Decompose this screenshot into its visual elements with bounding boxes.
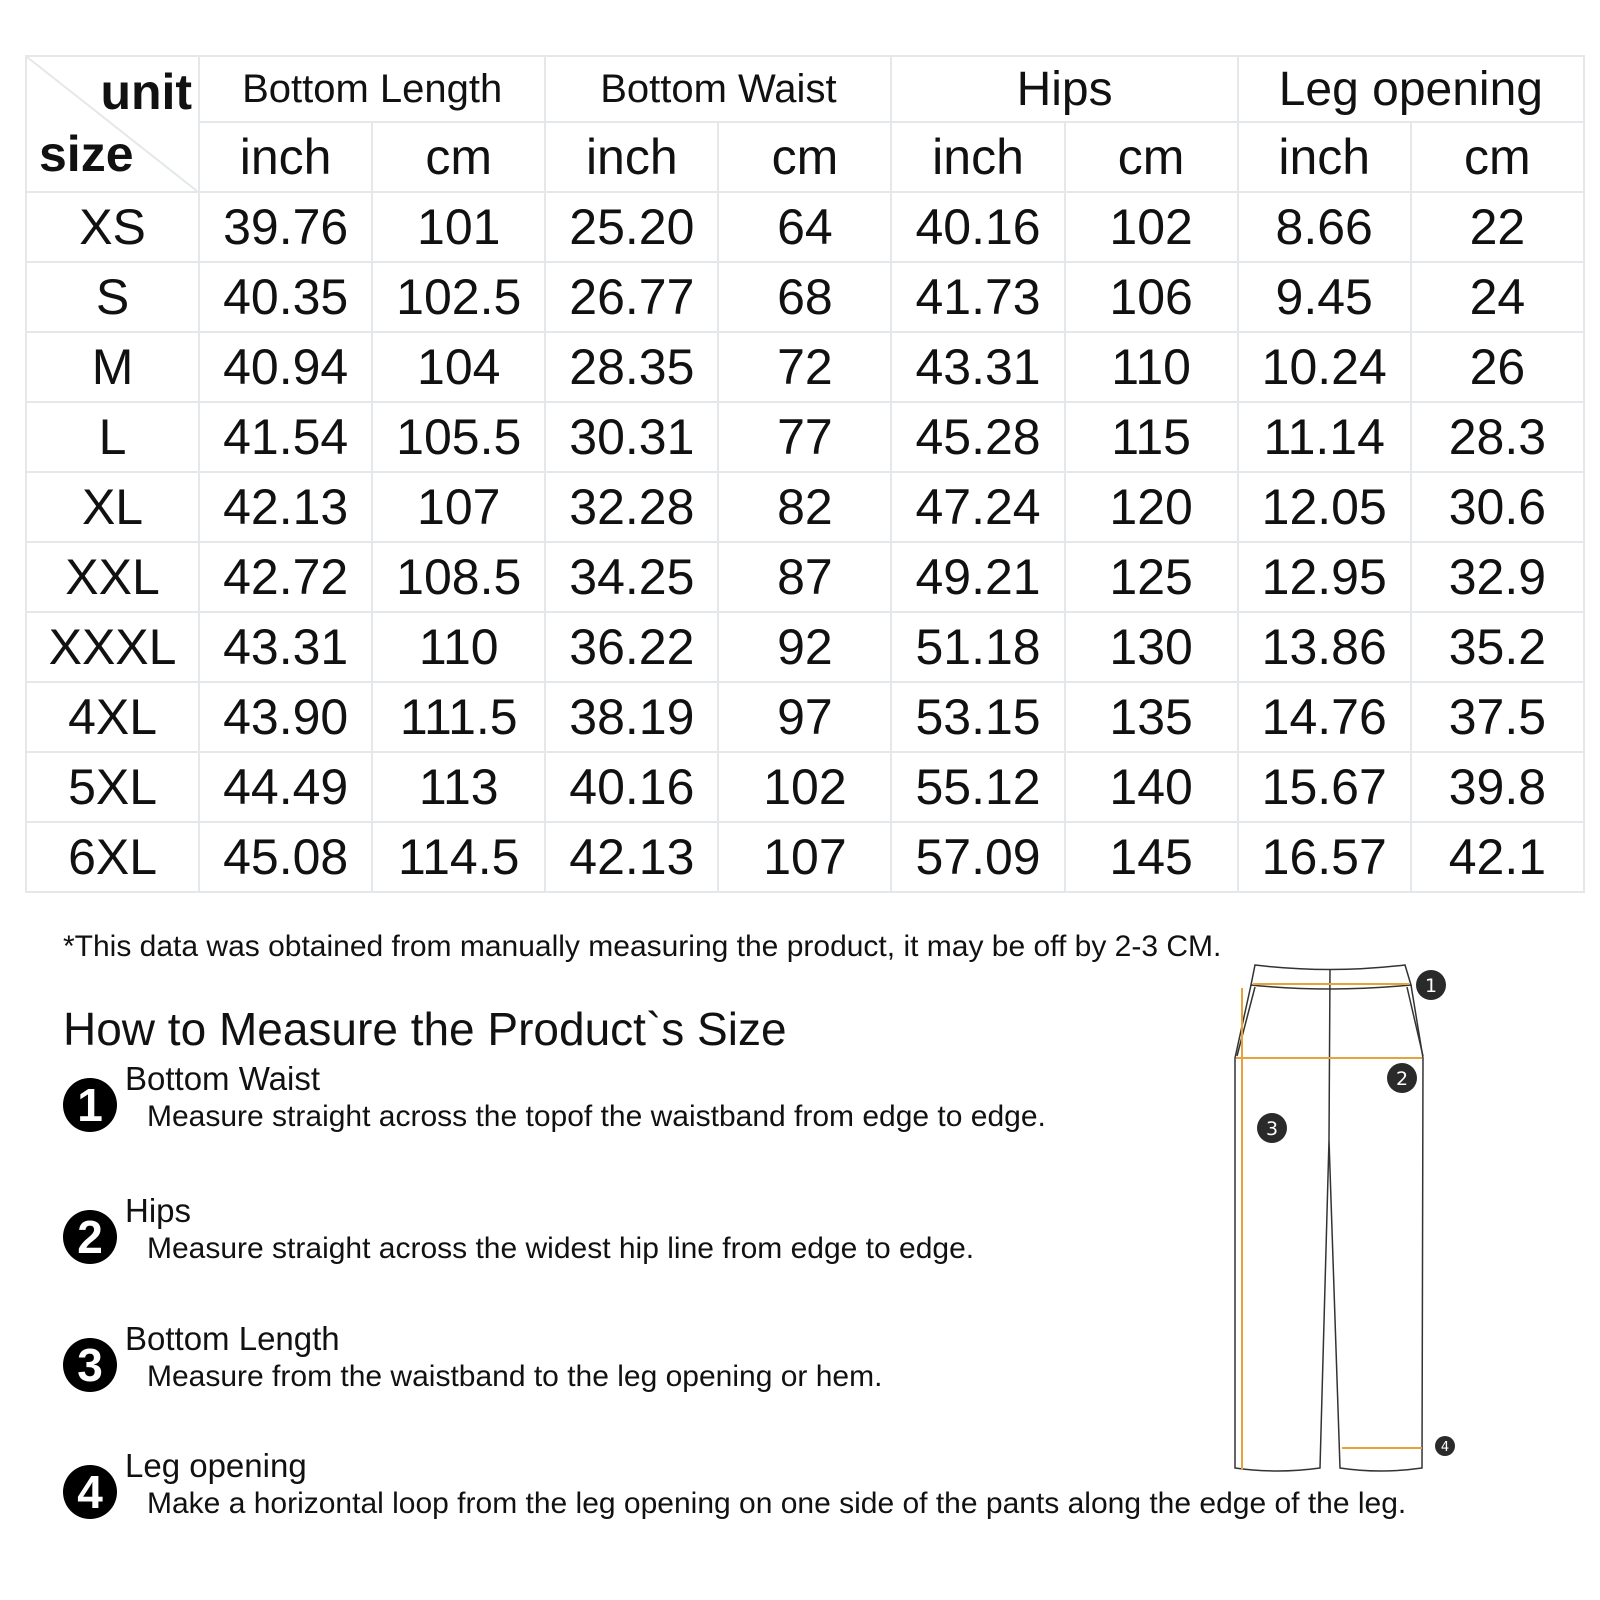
value-cell: 64 bbox=[718, 192, 891, 262]
value-cell: 113 bbox=[372, 752, 545, 822]
value-cell: 8.66 bbox=[1238, 192, 1411, 262]
value-cell: 51.18 bbox=[891, 612, 1064, 682]
value-cell: 10.24 bbox=[1238, 332, 1411, 402]
group-hips: Hips bbox=[891, 56, 1237, 122]
corner-size-label: size bbox=[39, 126, 134, 182]
value-cell: 42.13 bbox=[545, 822, 718, 892]
value-cell: 108.5 bbox=[372, 542, 545, 612]
unit-cell: inch bbox=[545, 122, 718, 192]
table-row bbox=[26, 192, 1584, 262]
step-description: Measure straight across the topof the waistband from edge to edge. bbox=[147, 1100, 1046, 1133]
size-cell: XXL bbox=[26, 542, 199, 612]
value-cell: 114.5 bbox=[372, 822, 545, 892]
value-cell: 72 bbox=[718, 332, 891, 402]
table-row bbox=[26, 682, 1584, 752]
step-description: Measure from the waistband to the leg opening or hem. bbox=[147, 1360, 883, 1393]
step-name: Leg opening bbox=[125, 1447, 307, 1484]
value-cell: 140 bbox=[1065, 752, 1238, 822]
step-name: Bottom Length bbox=[125, 1320, 340, 1357]
marker-2-icon bbox=[1387, 1063, 1417, 1093]
table-row bbox=[26, 402, 1584, 472]
value-cell: 32.28 bbox=[545, 472, 718, 542]
unit-cell: cm bbox=[1065, 122, 1238, 192]
value-cell: 42.13 bbox=[199, 472, 372, 542]
table-row bbox=[26, 262, 1584, 332]
table-row bbox=[26, 752, 1584, 822]
value-cell: 102 bbox=[718, 752, 891, 822]
value-cell: 44.49 bbox=[199, 752, 372, 822]
how-to-measure-title: How to Measure the Product`s Size bbox=[63, 1003, 787, 1055]
value-cell: 49.21 bbox=[891, 542, 1064, 612]
value-cell: 38.19 bbox=[545, 682, 718, 752]
unit-header-row bbox=[26, 122, 1584, 192]
value-cell: 77 bbox=[718, 402, 891, 472]
value-cell: 15.67 bbox=[1238, 752, 1411, 822]
value-cell: 87 bbox=[718, 542, 891, 612]
table-row bbox=[26, 822, 1584, 892]
value-cell: 82 bbox=[718, 472, 891, 542]
unit-cell: cm bbox=[1411, 122, 1584, 192]
value-cell: 35.2 bbox=[1411, 612, 1584, 682]
value-cell: 68 bbox=[718, 262, 891, 332]
size-cell: XXXL bbox=[26, 612, 199, 682]
value-cell: 40.94 bbox=[199, 332, 372, 402]
value-cell: 12.05 bbox=[1238, 472, 1411, 542]
group-leg-opening: Leg opening bbox=[1238, 56, 1584, 122]
value-cell: 26 bbox=[1411, 332, 1584, 402]
size-cell: 6XL bbox=[26, 822, 199, 892]
value-cell: 130 bbox=[1065, 612, 1238, 682]
value-cell: 107 bbox=[718, 822, 891, 892]
value-cell: 28.3 bbox=[1411, 402, 1584, 472]
value-cell: 104 bbox=[372, 332, 545, 402]
value-cell: 40.16 bbox=[891, 192, 1064, 262]
value-cell: 16.57 bbox=[1238, 822, 1411, 892]
value-cell: 120 bbox=[1065, 472, 1238, 542]
value-cell: 11.14 bbox=[1238, 402, 1411, 472]
svg-text:3: 3 bbox=[1265, 1118, 1279, 1140]
step-description: Measure straight across the widest hip line from edge to edge. bbox=[147, 1232, 975, 1265]
value-cell: 34.25 bbox=[545, 542, 718, 612]
value-cell: 30.31 bbox=[545, 402, 718, 472]
size-cell: XS bbox=[26, 192, 199, 262]
corner-cell bbox=[26, 56, 199, 192]
size-chart-table bbox=[25, 55, 1585, 893]
unit-cell: inch bbox=[199, 122, 372, 192]
value-cell: 115 bbox=[1065, 402, 1238, 472]
value-cell: 30.6 bbox=[1411, 472, 1584, 542]
value-cell: 57.09 bbox=[891, 822, 1064, 892]
value-cell: 102 bbox=[1065, 192, 1238, 262]
value-cell: 12.95 bbox=[1238, 542, 1411, 612]
value-cell: 24 bbox=[1411, 262, 1584, 332]
step-number-badge: 3 bbox=[63, 1338, 117, 1392]
value-cell: 43.90 bbox=[199, 682, 372, 752]
group-header-row bbox=[26, 56, 1584, 122]
value-cell: 13.86 bbox=[1238, 612, 1411, 682]
value-cell: 92 bbox=[718, 612, 891, 682]
value-cell: 22 bbox=[1411, 192, 1584, 262]
unit-cell: inch bbox=[891, 122, 1064, 192]
pants-outline bbox=[1235, 965, 1423, 1471]
table-row bbox=[26, 472, 1584, 542]
value-cell: 41.73 bbox=[891, 262, 1064, 332]
step-description: Make a horizontal loop from the leg opening on one side of the pants along the edge of the leg. bbox=[147, 1487, 1407, 1520]
value-cell: 28.35 bbox=[545, 332, 718, 402]
value-cell: 41.54 bbox=[199, 402, 372, 472]
svg-text:1: 1 bbox=[1424, 975, 1438, 997]
step-number-badge: 1 bbox=[63, 1078, 117, 1132]
value-cell: 47.24 bbox=[891, 472, 1064, 542]
value-cell: 9.45 bbox=[1238, 262, 1411, 332]
marker-1-icon bbox=[1416, 970, 1446, 1000]
size-cell: M bbox=[26, 332, 199, 402]
value-cell: 14.76 bbox=[1238, 682, 1411, 752]
value-cell: 135 bbox=[1065, 682, 1238, 752]
value-cell: 32.9 bbox=[1411, 542, 1584, 612]
value-cell: 45.08 bbox=[199, 822, 372, 892]
marker-3-icon bbox=[1257, 1113, 1287, 1143]
value-cell: 111.5 bbox=[372, 682, 545, 752]
step-number-badge: 2 bbox=[63, 1210, 117, 1264]
value-cell: 110 bbox=[1065, 332, 1238, 402]
value-cell: 26.77 bbox=[545, 262, 718, 332]
unit-cell: cm bbox=[718, 122, 891, 192]
measurement-note: *This data was obtained from manually measuring the product, it may be off by 2-3 CM. bbox=[63, 930, 1222, 963]
value-cell: 45.28 bbox=[891, 402, 1064, 472]
value-cell: 42.1 bbox=[1411, 822, 1584, 892]
svg-text:2: 2 bbox=[1395, 1068, 1409, 1090]
unit-cell: inch bbox=[1238, 122, 1411, 192]
value-cell: 37.5 bbox=[1411, 682, 1584, 752]
step-number-badge: 4 bbox=[63, 1465, 117, 1519]
value-cell: 42.72 bbox=[199, 542, 372, 612]
size-cell: 4XL bbox=[26, 682, 199, 752]
value-cell: 125 bbox=[1065, 542, 1238, 612]
value-cell: 39.8 bbox=[1411, 752, 1584, 822]
value-cell: 36.22 bbox=[545, 612, 718, 682]
table-row bbox=[26, 332, 1584, 402]
value-cell: 40.16 bbox=[545, 752, 718, 822]
value-cell: 101 bbox=[372, 192, 545, 262]
value-cell: 39.76 bbox=[199, 192, 372, 262]
table-row bbox=[26, 542, 1584, 612]
value-cell: 105.5 bbox=[372, 402, 545, 472]
size-cell: 5XL bbox=[26, 752, 199, 822]
size-cell: L bbox=[26, 402, 199, 472]
unit-cell: cm bbox=[372, 122, 545, 192]
value-cell: 145 bbox=[1065, 822, 1238, 892]
value-cell: 107 bbox=[372, 472, 545, 542]
marker-4-icon bbox=[1435, 1436, 1455, 1456]
size-cell: S bbox=[26, 262, 199, 332]
value-cell: 106 bbox=[1065, 262, 1238, 332]
group-bottom-waist: Bottom Waist bbox=[545, 56, 891, 122]
value-cell: 40.35 bbox=[199, 262, 372, 332]
group-bottom-length: Bottom Length bbox=[199, 56, 545, 122]
value-cell: 43.31 bbox=[199, 612, 372, 682]
svg-text:4: 4 bbox=[1440, 1440, 1450, 1455]
value-cell: 43.31 bbox=[891, 332, 1064, 402]
step-name: Bottom Waist bbox=[125, 1060, 320, 1097]
size-cell: XL bbox=[26, 472, 199, 542]
corner-unit-label: unit bbox=[100, 64, 193, 120]
pants-diagram bbox=[1225, 960, 1480, 1520]
value-cell: 55.12 bbox=[891, 752, 1064, 822]
value-cell: 110 bbox=[372, 612, 545, 682]
value-cell: 25.20 bbox=[545, 192, 718, 262]
value-cell: 97 bbox=[718, 682, 891, 752]
value-cell: 53.15 bbox=[891, 682, 1064, 752]
value-cell: 102.5 bbox=[372, 262, 545, 332]
step-name: Hips bbox=[125, 1192, 192, 1229]
table-row bbox=[26, 612, 1584, 682]
